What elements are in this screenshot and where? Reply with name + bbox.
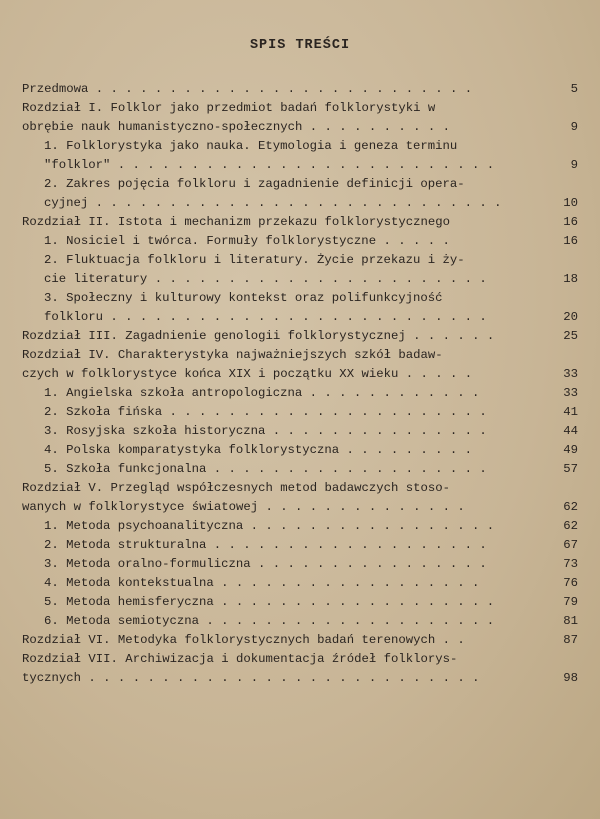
toc-entry-text: 3. Metoda oralno-formuliczna . . . . . . . . . . . . . . . . bbox=[44, 557, 487, 571]
toc-entry-text: 1. Metoda psychoanalityczna . . . . . . . . . . . . . . . . . bbox=[44, 519, 495, 533]
toc-section-entry bbox=[22, 422, 578, 441]
toc-entry-text: czych w folklorystyce końca XIX i początku XX wieku . . . . . bbox=[22, 367, 473, 381]
toc-section-entry bbox=[22, 441, 578, 460]
toc-page-number: 57 bbox=[563, 462, 578, 476]
toc-entry-text: 2. Szkoła fińska . . . . . . . . . . . . . . . . . . . . . . bbox=[44, 405, 487, 419]
toc-entry-text: folkloru . . . . . . . . . . . . . . . . . . . . . . . . . . bbox=[44, 310, 487, 324]
toc-chapter-entry bbox=[22, 213, 578, 232]
toc-page-number: 41 bbox=[563, 405, 578, 419]
toc-entry-text: 4. Metoda kontekstualna . . . . . . . . . . . . . . . . . . bbox=[44, 576, 480, 590]
toc-page-number: 16 bbox=[563, 234, 578, 248]
toc-page-number: 62 bbox=[563, 519, 578, 533]
toc-entry-text: Rozdział IV. Charakterystyka najważniejszych szkół badaw- bbox=[22, 348, 443, 362]
toc-page-number: 49 bbox=[563, 443, 578, 457]
toc-entry-text: 2. Metoda strukturalna . . . . . . . . . . . . . . . . . . . bbox=[44, 538, 487, 552]
toc-page-number: 9 bbox=[570, 158, 578, 172]
toc-chapter-entry bbox=[22, 80, 578, 99]
toc-entry-text: obrębie nauk humanistyczno-społecznych . . . . . . . . . . bbox=[22, 120, 451, 134]
toc-entry-text: "folklor" . . . . . . . . . . . . . . . . . . . . . . . . . . bbox=[44, 158, 495, 172]
toc-section-entry bbox=[22, 593, 578, 612]
toc-page-number: 18 bbox=[563, 272, 578, 286]
toc-page-number: 5 bbox=[570, 82, 578, 96]
toc-section-entry bbox=[22, 175, 578, 213]
toc-entry-text: Rozdział VI. Metodyka folklorystycznych badań terenowych . . bbox=[22, 633, 465, 647]
toc-entry-text: 1. Angielska szkoła antropologiczna . . . . . . . . . . . . bbox=[44, 386, 480, 400]
toc-chapter-entry bbox=[22, 479, 578, 517]
toc-entry-text: 2. Fluktuacja folkloru i literatury. Życie przekazu i ży- bbox=[44, 253, 465, 267]
toc-entry-text: 4. Polska komparatystyka folklorystyczna . . . . . . . . . bbox=[44, 443, 473, 457]
toc-section-entry bbox=[22, 289, 578, 327]
toc-page-number: 67 bbox=[563, 538, 578, 552]
toc-entry-text: 5. Metoda hemisferyczna . . . . . . . . . . . . . . . . . . . bbox=[44, 595, 495, 609]
toc-entry-text: tycznych . . . . . . . . . . . . . . . . . . . . . . . . . . . bbox=[22, 671, 480, 685]
page-title: SPIS TREŚCI bbox=[249, 38, 351, 53]
toc-section-entry bbox=[22, 460, 578, 479]
toc-page-number: 98 bbox=[563, 671, 578, 685]
toc-section-entry bbox=[22, 555, 578, 574]
toc-entry-text: cyjnej . . . . . . . . . . . . . . . . . . . . . . . . . . . . bbox=[44, 196, 502, 210]
toc-page-number: 44 bbox=[563, 424, 578, 438]
toc-section-entry bbox=[22, 574, 578, 593]
toc-section-entry bbox=[22, 384, 578, 403]
toc-entry-text: Przedmowa . . . . . . . . . . . . . . . . . . . . . . . . . . bbox=[22, 82, 473, 96]
toc-entry-text: 5. Szkoła funkcjonalna . . . . . . . . . . . . . . . . . . . bbox=[44, 462, 487, 476]
toc-page-number: 87 bbox=[563, 633, 578, 647]
toc-chapter-entry bbox=[22, 650, 578, 688]
toc-entry-text: cie literatury . . . . . . . . . . . . . . . . . . . . . . . bbox=[44, 272, 487, 286]
toc-page-number: 62 bbox=[563, 500, 578, 514]
toc-chapter-entry bbox=[22, 346, 578, 384]
toc-page-number: 76 bbox=[563, 576, 578, 590]
toc-page-number: 79 bbox=[563, 595, 578, 609]
toc-entry-text: Rozdział II. Istota i mechanizm przekazu folklorystycznego bbox=[22, 215, 451, 229]
toc-entry-text: Rozdział V. Przegląd współczesnych metod badawczych stoso- bbox=[22, 481, 451, 495]
toc-section-entry bbox=[22, 403, 578, 422]
toc-section-entry bbox=[22, 536, 578, 555]
toc-chapter-entry bbox=[22, 631, 578, 650]
toc-entry-text: Rozdział III. Zagadnienie genologii folklorystycznej . . . . . . bbox=[22, 329, 495, 343]
toc-entry-text: 1. Folklorystyka jako nauka. Etymologia i geneza terminu bbox=[44, 139, 458, 153]
toc-page-number: 33 bbox=[563, 367, 578, 381]
toc-page-number: 81 bbox=[563, 614, 578, 628]
toc-section-entry bbox=[22, 251, 578, 289]
toc-page-number: 25 bbox=[563, 329, 578, 343]
toc-section-entry bbox=[22, 137, 578, 175]
toc-page-number: 16 bbox=[563, 215, 578, 229]
toc-page-number: 10 bbox=[563, 196, 578, 210]
toc-entry-text: 1. Nosiciel i twórca. Formuły folklorystyczne . . . . . bbox=[44, 234, 450, 248]
toc-entry-text: 6. Metoda semiotyczna . . . . . . . . . . . . . . . . . . . . bbox=[44, 614, 495, 628]
toc-page-number: 33 bbox=[563, 386, 578, 400]
toc-entry-text: Rozdział I. Folklor jako przedmiot badań folklorystyki w bbox=[22, 101, 436, 115]
toc-entry-text: 2. Zakres pojęcia folkloru i zagadnienie definicji opera- bbox=[44, 177, 465, 191]
toc-section-entry bbox=[22, 612, 578, 631]
toc-section-entry bbox=[22, 517, 578, 536]
toc-chapter-entry bbox=[22, 327, 578, 346]
toc-entry-text: Rozdział VII. Archiwizacja i dokumentacja źródeł folklorys- bbox=[22, 652, 458, 666]
toc-page-number: 9 bbox=[570, 120, 578, 134]
toc-chapter-entry bbox=[22, 99, 578, 137]
table-of-contents bbox=[22, 80, 578, 688]
toc-page-number: 20 bbox=[563, 310, 578, 324]
toc-entry-text: wanych w folklorystyce światowej . . . . . . . . . . . . . . bbox=[22, 500, 465, 514]
toc-page-number: 73 bbox=[563, 557, 578, 571]
toc-entry-text: 3. Społeczny i kulturowy kontekst oraz polifunkcyjność bbox=[44, 291, 443, 305]
toc-entry-text: 3. Rosyjska szkoła historyczna . . . . . . . . . . . . . . . bbox=[44, 424, 487, 438]
toc-section-entry bbox=[22, 232, 578, 251]
